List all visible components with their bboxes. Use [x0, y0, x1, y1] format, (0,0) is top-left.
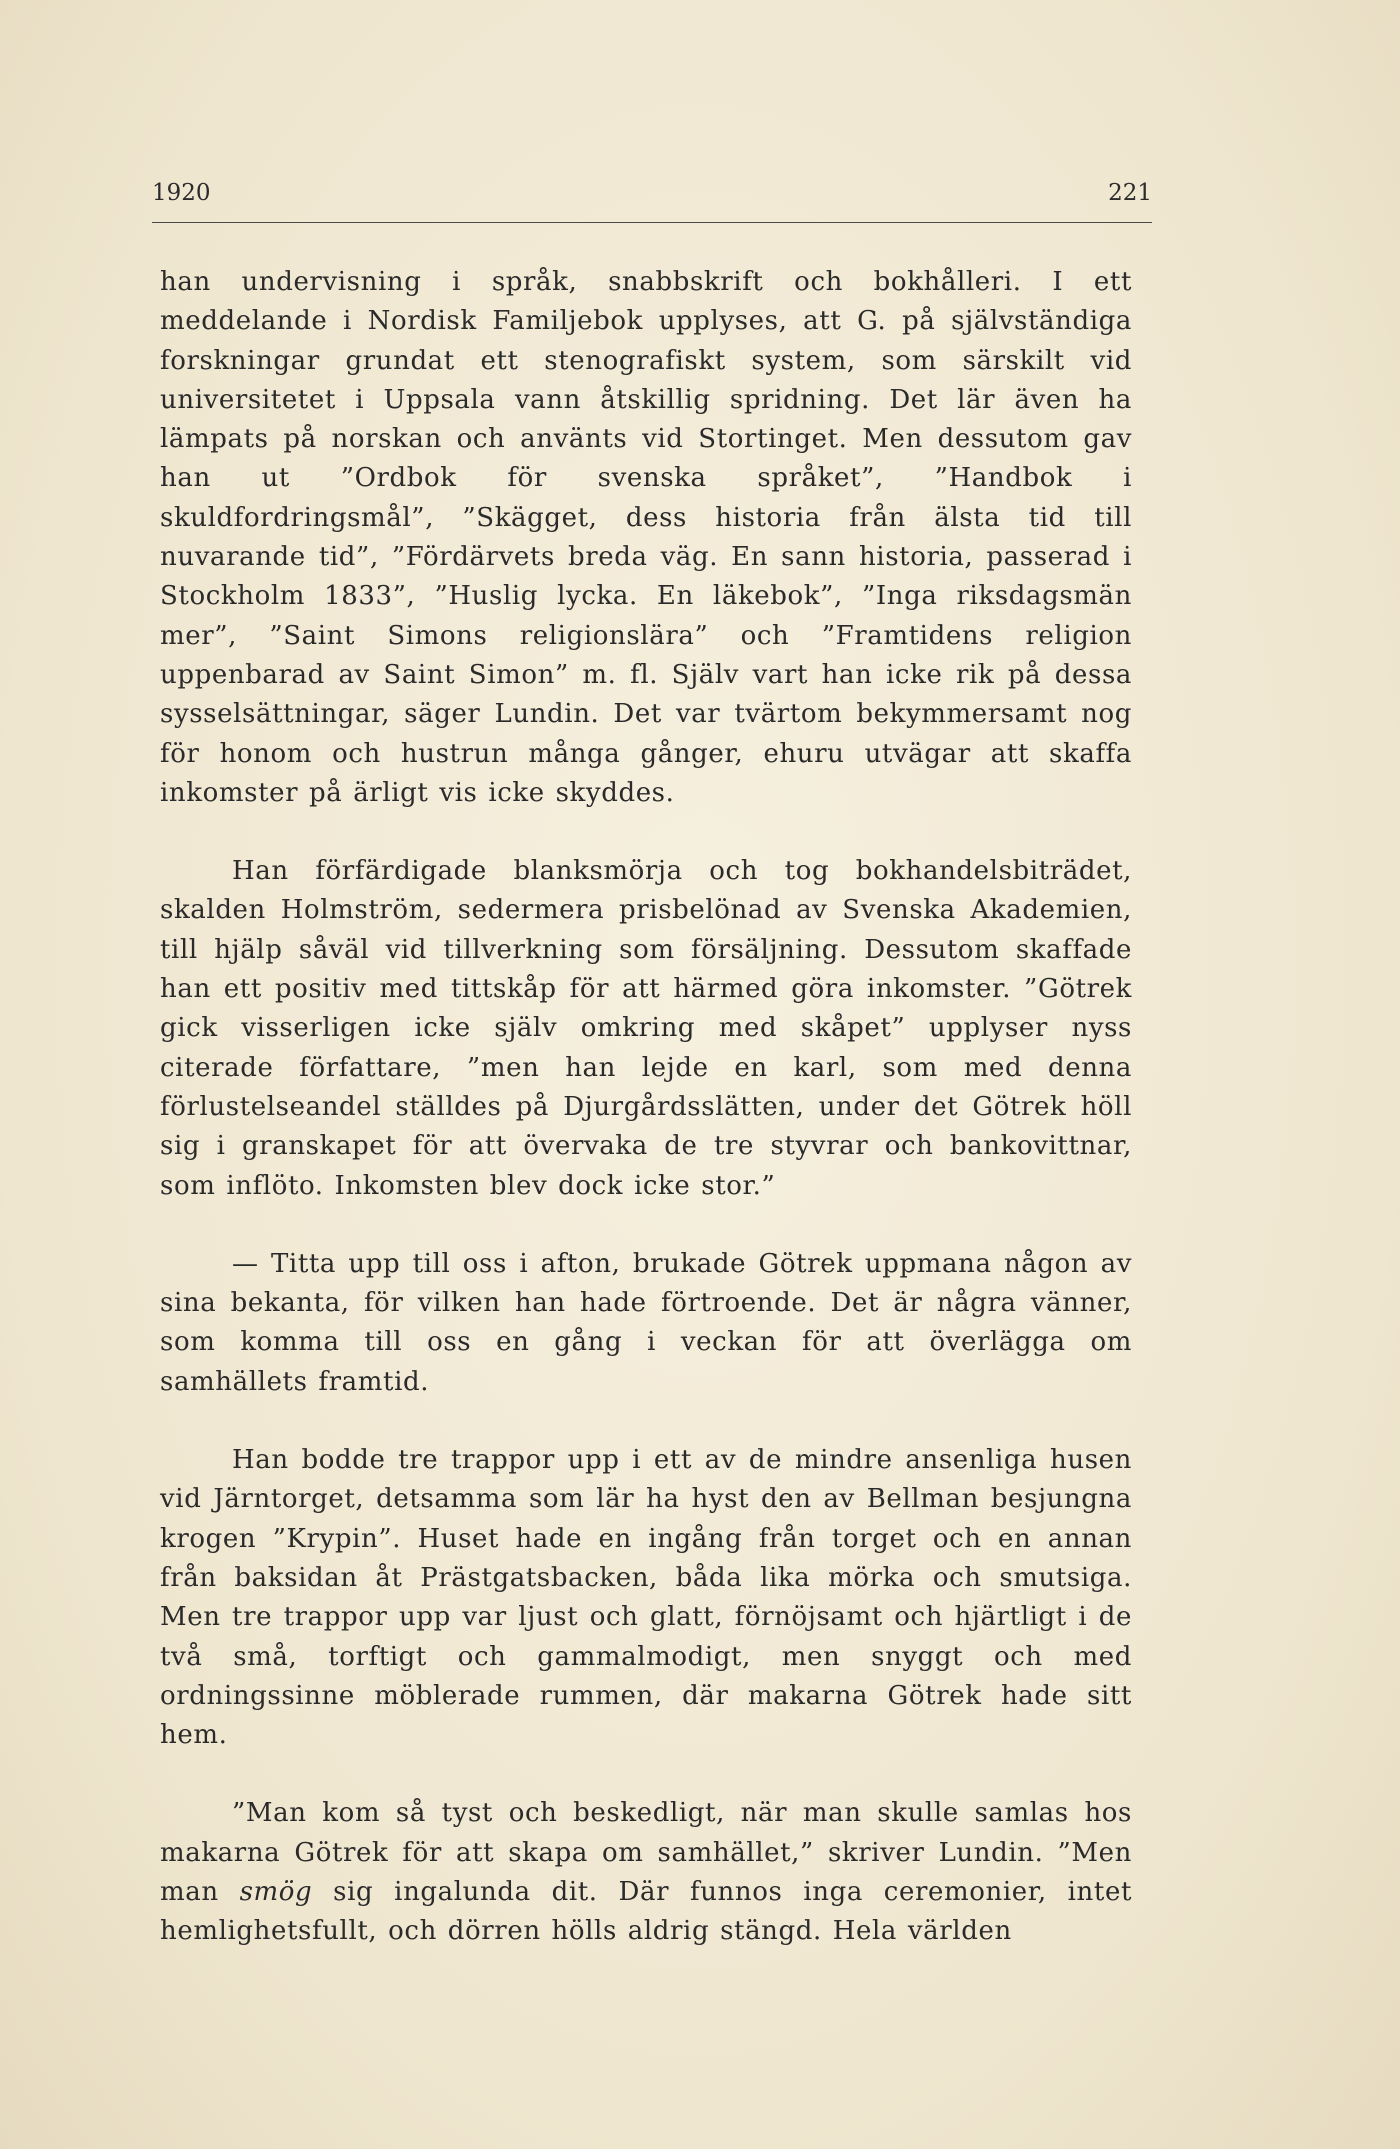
- header-rule: [152, 222, 1152, 223]
- header-year: 1920: [152, 180, 211, 206]
- paragraph-gap: [160, 1755, 1132, 1794]
- paragraph-5: [160, 1794, 1132, 1951]
- paragraph-gap: [160, 813, 1132, 852]
- paragraph-2: Han förfärdigade blanksmörja och tog bokhandelsbiträdet, skalden Holmström, sedermera prisbelönad av Svenska Akademien, till hjälp såväl vid tillverkning som försäljning. Dessutom skaffade han ett positiv med tittskåp för att härmed göra inkomster. ”Götrek gick visserligen icke själv omkring med skåpet” upplyser nyss citerade författare, ”men han lejde en karl, som med denna förlustelseandel ställdes på Djurgårdsslätten, under det Götrek höll sig i granskapet för att övervaka de tre styvrar och bankovittnar, som inflöto. Inkomsten blev dock icke stor.”: [160, 856, 1132, 1201]
- paragraph-gap: [160, 1402, 1132, 1441]
- running-header: [152, 180, 1152, 220]
- paragraph-1: han undervisning i språk, snabbskrift och bokhålleri. I ett meddelande i Nordisk Familjebok upplyses, att G. på självständiga forskningar grundat ett stenografiskt system, som särskilt vid universitetet i Uppsala vann åtskillig spridning. Det lär även ha lämpats på norskan och använts vid Stortinget. Men dessutom gav han ut ”Ordbok för svenska språket”, ”Handbok i skuldfordringsmål”, ”Skägget, dess historia från älsta tid till nuvarande tid”, ”Fördärvets breda väg. En sann historia, passerad i Stockholm 1833”, ”Huslig lycka. En läkebok”, ”Inga riksdagsmän mer”, ”Saint Simons religionslära” och ”Framtidens religion uppenbarad av Saint Simon” m. fl. Själv vart han icke rik på dessa sysselsättningar, säger Lundin. Det var tvärtom bekymmersamt nog för honom och hustrun många gånger, ehuru utvägar att skaffa inkomster på ärligt vis icke skyddes.: [160, 267, 1132, 808]
- paragraph-5-end: sig ingalunda dit. Där funnos inga ceremonier, intet hemlighetsfullt, och dörren hölls aldrig stängd. Hela världen: [160, 1876, 1132, 1947]
- paragraph-3: — Titta upp till oss i afton, brukade Götrek uppmana någon av sina bekanta, för vilken han hade förtroende. Det är några vänner, som komma till oss en gång i veckan för att överlägga om samhällets framtid.: [160, 1248, 1132, 1397]
- paragraph-5-start: ”Man kom så tyst och beskedligt, när man skulle samlas hos makarna Götrek för att skapa om samhället,” skriver Lundin. ”Men man: [160, 1798, 1132, 1907]
- body-text: [160, 263, 1132, 1952]
- page-number: 221: [1108, 180, 1152, 206]
- paragraph-4: Han bodde tre trappor upp i ett av de mindre ansenliga husen vid Järntorget, detsamma som lär ha hyst den av Bellman besjungna krogen ”Krypin”. Huset hade en ingång från torget och en annan från baksidan åt Prästgatsbacken, båda lika mörka och smutsiga. Men tre trappor upp var ljust och glatt, förnöjsamt och hjärtligt i de två små, torftigt och gammalmodigt, men snyggt och med ordningssinne möblerade rummen, där makarna Götrek hade sitt hem.: [160, 1445, 1132, 1751]
- paragraph-gap: [160, 1206, 1132, 1245]
- italic-word: smög: [239, 1876, 313, 1907]
